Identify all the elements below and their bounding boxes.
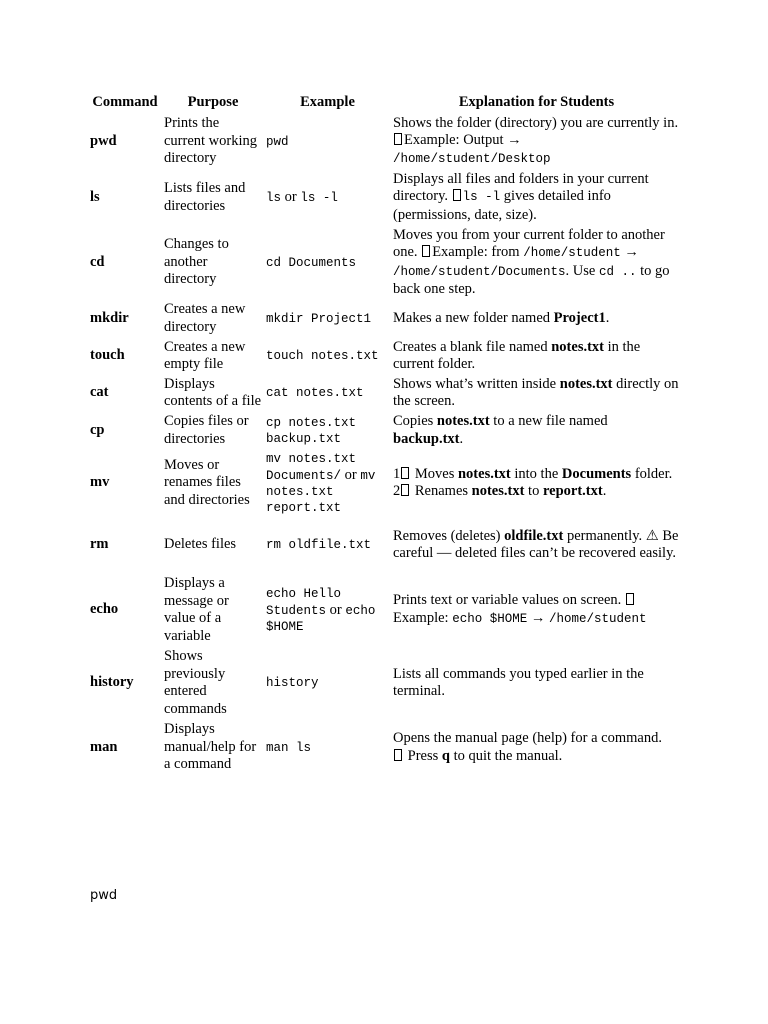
- bold-name: notes.txt: [551, 338, 604, 355]
- example-code: echo $HOME: [266, 603, 376, 634]
- path-code: /home/student/Desktop: [393, 151, 551, 166]
- example-cell: [264, 574, 391, 647]
- example-code: cp notes.txt backup.txt: [266, 415, 357, 446]
- bold-name: report.txt: [542, 483, 603, 499]
- explanation-text: Removes (deletes): [393, 527, 505, 544]
- command-cell: cat: [90, 384, 109, 401]
- example-cell: [264, 300, 391, 338]
- explanation-cell: [391, 647, 682, 720]
- example-code: cat notes.txt: [266, 386, 364, 400]
- explanation-text: .: [602, 483, 607, 499]
- example-code: rm oldfile.txt: [266, 538, 372, 552]
- example-code: touch notes.txt: [266, 349, 379, 363]
- explanation-text: Moves: [411, 465, 458, 482]
- example-connector: or: [326, 601, 346, 618]
- page-footer-text: pwd: [90, 888, 118, 903]
- commands-table: [88, 92, 682, 776]
- arrow-text: →: [527, 609, 549, 626]
- explanation-text: . Use: [565, 262, 599, 279]
- purpose-cell: Changes to another directory: [164, 236, 229, 288]
- emoji-placeholder-icon: [626, 593, 634, 605]
- explanation-text: Lists all commands you typed earlier in the terminal.: [393, 665, 644, 699]
- example-cell: [264, 450, 391, 517]
- example-cell: [264, 647, 391, 720]
- command-cell: history: [90, 674, 134, 691]
- explanation-text: Prints text or variable values on screen.: [393, 592, 625, 608]
- explanation-cell: [391, 170, 682, 226]
- example-cell: [264, 338, 391, 375]
- table-row: [88, 720, 682, 776]
- example-cell: [264, 375, 391, 412]
- example-code: history: [266, 676, 319, 690]
- example-code: ls: [266, 191, 282, 205]
- explanation-text: permanently. ⚠ Be careful — deleted files can’t be recovered easily.: [393, 527, 679, 561]
- purpose-cell: Displays manual/help for a command: [164, 721, 257, 773]
- explanation-text: .: [459, 430, 464, 447]
- explanation-text: Example: from: [432, 244, 524, 260]
- bold-name: backup.txt: [393, 430, 460, 447]
- path-code: /home/student: [548, 611, 647, 626]
- example-connector: or: [341, 466, 361, 483]
- command-cell: ls: [90, 188, 100, 205]
- explanation-cell: [391, 574, 682, 647]
- explanation-text: to go back one step.: [393, 262, 670, 297]
- command-cell: mv: [90, 474, 110, 491]
- explanation-text: Displays all files and folders in your current directory.: [393, 170, 649, 205]
- command-cell: cp: [90, 421, 105, 438]
- header-explanation: Explanation for Students: [458, 94, 615, 110]
- emoji-placeholder-icon: [422, 245, 430, 257]
- table-row: [88, 647, 682, 720]
- explanation-text: 1: [393, 465, 401, 482]
- command-cell: touch: [90, 347, 125, 364]
- command-cell: pwd: [90, 132, 117, 149]
- table-row: [88, 226, 682, 300]
- example-cell: [264, 226, 391, 300]
- header-command: Command: [92, 94, 158, 110]
- bold-name: notes.txt: [436, 413, 490, 429]
- bold-name: Documents: [561, 465, 632, 482]
- emoji-placeholder-icon: [401, 484, 409, 496]
- header-purpose: Purpose: [187, 94, 239, 110]
- command-cell: man: [90, 738, 118, 755]
- path-code: /home/student: [523, 246, 621, 260]
- explanation-cell: [391, 226, 682, 300]
- purpose-cell: Shows previously entered commands: [164, 648, 227, 717]
- example-code: cd Documents: [266, 255, 357, 270]
- inline-code: ls -l: [462, 190, 501, 205]
- explanation-text: Opens the manual page (help) for a command.: [393, 730, 662, 746]
- explanation-text: Press: [407, 747, 442, 764]
- explanation-text: Moves you from your current folder to another one.: [393, 226, 665, 260]
- example-code: mv notes.txt report.txt: [266, 468, 376, 515]
- explanation-cell: [391, 338, 682, 375]
- example-code: ls -l: [300, 191, 338, 205]
- explanation-cell: [391, 450, 682, 517]
- table-row: [88, 412, 682, 450]
- explanation-text: Example: Output →: [404, 132, 522, 149]
- table-row: [88, 170, 682, 226]
- emoji-placeholder-icon: [401, 467, 409, 479]
- example-code: mkdir Project1: [266, 311, 372, 326]
- example-code: pwd: [266, 134, 289, 149]
- explanation-cell: [391, 720, 682, 776]
- explanation-text: .: [605, 309, 610, 326]
- emoji-placeholder-icon: [394, 749, 402, 761]
- explanation-cell: [391, 517, 682, 574]
- purpose-cell: Moves or renames files and directories: [164, 456, 250, 508]
- example-code: echo Hello Students: [266, 586, 342, 618]
- explanation-text: Shows the folder (directory) you are currently in.: [393, 114, 679, 131]
- header-row: [88, 92, 682, 114]
- explanation-text: Shows what’s written inside: [393, 375, 560, 392]
- explanation-cell: [391, 375, 682, 412]
- purpose-cell: Displays contents of a file: [164, 375, 262, 409]
- purpose-cell: Deletes files: [164, 536, 237, 553]
- example-code: mv notes.txt Documents/: [266, 451, 357, 483]
- purpose-cell: Copies files or directories: [164, 413, 249, 447]
- example-cell: [264, 114, 391, 170]
- purpose-cell: Displays a message or value of a variable: [164, 575, 229, 644]
- inline-code: cd ..: [598, 264, 637, 279]
- explanation-text: Copies: [393, 413, 437, 429]
- table-row: [88, 338, 682, 375]
- explanation-text: gives detailed info (permissions, date, size).: [393, 188, 611, 223]
- emoji-placeholder-icon: [453, 189, 461, 201]
- example-cell: [264, 517, 391, 574]
- explanation-text: Renames: [411, 483, 472, 499]
- bold-name: notes.txt: [559, 375, 613, 392]
- example-cell: [264, 170, 391, 226]
- purpose-cell: Prints the current working directory: [164, 115, 258, 167]
- purpose-cell: Creates a new directory: [164, 301, 246, 335]
- command-cell: echo: [90, 601, 119, 618]
- example-connector: or: [281, 189, 301, 205]
- explanation-cell: [391, 300, 682, 338]
- example-cell: [264, 720, 391, 776]
- bold-name: oldfile.txt: [504, 527, 564, 544]
- inline-code: echo $HOME: [452, 611, 528, 626]
- explanation-text: to quit the manual.: [449, 747, 563, 764]
- explanation-text: directly on the screen.: [393, 375, 679, 409]
- explanation-text: folder. 2: [393, 465, 673, 499]
- bold-name: notes.txt: [471, 483, 525, 499]
- command-cell: mkdir: [90, 309, 129, 326]
- command-cell: cd: [90, 253, 105, 270]
- table-row: [88, 574, 682, 647]
- purpose-cell: Creates a new empty file: [164, 338, 246, 372]
- example-cell: [264, 412, 391, 450]
- command-cell: rm: [90, 536, 109, 553]
- explanation-text: Example:: [393, 609, 453, 626]
- table-row: [88, 517, 682, 574]
- header-example: Example: [300, 94, 355, 110]
- explanation-cell: [391, 114, 682, 170]
- explanation-text: to: [524, 483, 543, 499]
- example-code: man ls: [266, 740, 312, 755]
- explanation-text: into the: [510, 465, 562, 482]
- bold-name: Project1: [553, 309, 606, 326]
- arrow-text: →: [620, 244, 639, 260]
- purpose-cell: Lists files and directories: [164, 180, 246, 214]
- explanation-text: Makes a new folder named: [393, 309, 554, 326]
- table-row: [88, 375, 682, 412]
- explanation-text: to a new file named: [489, 413, 608, 429]
- bold-name: notes.txt: [457, 465, 511, 482]
- table-row: [88, 450, 682, 517]
- explanation-text: Creates a blank file named: [393, 338, 552, 355]
- explanation-text: in the current folder.: [393, 338, 641, 372]
- path-code: /home/student/Documents: [393, 264, 566, 279]
- bold-key: q: [441, 747, 450, 764]
- table-row: [88, 300, 682, 338]
- table-row: [88, 114, 682, 170]
- emoji-placeholder-icon: [394, 133, 402, 145]
- explanation-cell: [391, 412, 682, 450]
